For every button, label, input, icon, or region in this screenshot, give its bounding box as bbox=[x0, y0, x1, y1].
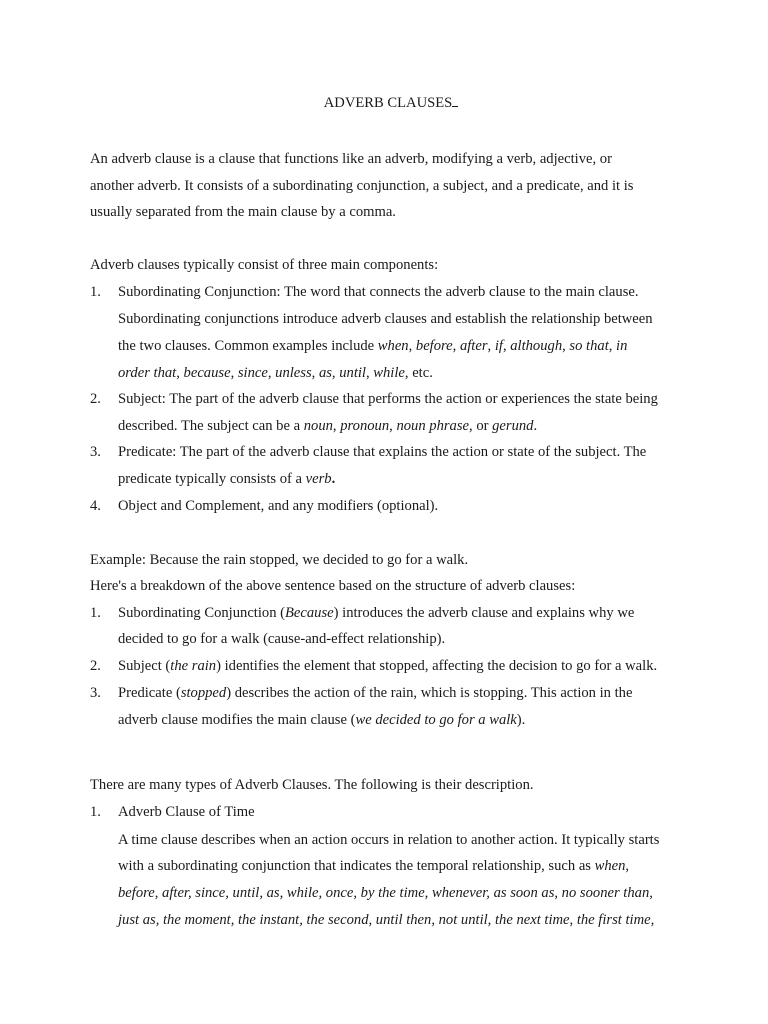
example-sentence: Example: Because the rain stopped, we decided to go for a walk. bbox=[90, 552, 469, 568]
list-number: 2. bbox=[90, 391, 101, 407]
type-1-line-3: before, after, since, until, as, while, once, by the time, whenever, as soon as, no sooner than, bbox=[118, 885, 653, 901]
document-title bbox=[0, 94, 768, 112]
type-1-line-4: just as, the moment, the instant, the second, until then, not until, the next time, the first time, bbox=[118, 912, 655, 928]
component-2-line-2: described. The subject can be a noun, pronoun, noun phrase, or gerund. bbox=[118, 418, 538, 434]
list-number: 2. bbox=[90, 658, 101, 674]
title-text: ADVERB CLAUSES bbox=[323, 95, 453, 111]
breakdown-1-line-1: Subordinating Conjunction (Because) introduces the adverb clause and explains why we bbox=[118, 605, 635, 621]
type-1-line-1: A time clause describes when an action occurs in relation to another action. It typically starts bbox=[118, 832, 660, 848]
type-1-line-2: with a subordinating conjunction that indicates the temporal relationship, such as when, bbox=[118, 858, 630, 874]
list-number: 4. bbox=[90, 498, 101, 514]
intro-line-1: An adverb clause is a clause that functions like an adverb, modifying a verb, adjective, or bbox=[90, 151, 612, 167]
intro-line-3: usually separated from the main clause by a comma. bbox=[90, 204, 396, 220]
breakdown-3-line-2: adverb clause modifies the main clause (we decided to go for a walk). bbox=[118, 712, 526, 728]
component-3-line-2: predicate typically consists of a verb. bbox=[118, 471, 336, 487]
list-number: 1. bbox=[90, 284, 101, 300]
type-1-title: Adverb Clause of Time bbox=[118, 804, 255, 820]
components-lead: Adverb clauses typically consist of three main components: bbox=[90, 257, 439, 273]
title-underscore bbox=[452, 94, 458, 107]
intro-line-2: another adverb. It consists of a subordinating conjunction, a subject, and a predicate, and it is bbox=[90, 178, 634, 194]
component-1-line-2: Subordinating conjunctions introduce adverb clauses and establish the relationship between bbox=[118, 311, 653, 327]
list-number: 1. bbox=[90, 605, 101, 621]
list-number: 3. bbox=[90, 685, 101, 701]
types-lead: There are many types of Adverb Clauses. The following is their description. bbox=[90, 777, 534, 793]
component-1-line-4: order that, because, since, unless, as, until, while, etc. bbox=[118, 365, 433, 381]
breakdown-2-line-1: Subject (the rain) identifies the element that stopped, affecting the decision to go for a walk. bbox=[118, 658, 658, 674]
component-4-line-1: Object and Complement, and any modifiers (optional). bbox=[118, 498, 439, 514]
list-number: 1. bbox=[90, 804, 101, 820]
list-number: 3. bbox=[90, 444, 101, 460]
breakdown-3-line-1: Predicate (stopped) describes the action of the rain, which is stopping. This action in the bbox=[118, 685, 633, 701]
component-1-line-1: Subordinating Conjunction: The word that connects the adverb clause to the main clause. bbox=[118, 284, 639, 300]
breakdown-1-line-2: decided to go for a walk (cause-and-effect relationship). bbox=[118, 631, 446, 647]
example-breakdown-lead: Here's a breakdown of the above sentence based on the structure of adverb clauses: bbox=[90, 578, 576, 594]
component-1-line-3: the two clauses. Common examples include when, before, after, if, although, so that, in bbox=[118, 338, 628, 354]
component-2-line-1: Subject: The part of the adverb clause that performs the action or experiences the state being bbox=[118, 391, 658, 407]
component-3-line-1: Predicate: The part of the adverb clause that explains the action or state of the subject. The bbox=[118, 444, 647, 460]
